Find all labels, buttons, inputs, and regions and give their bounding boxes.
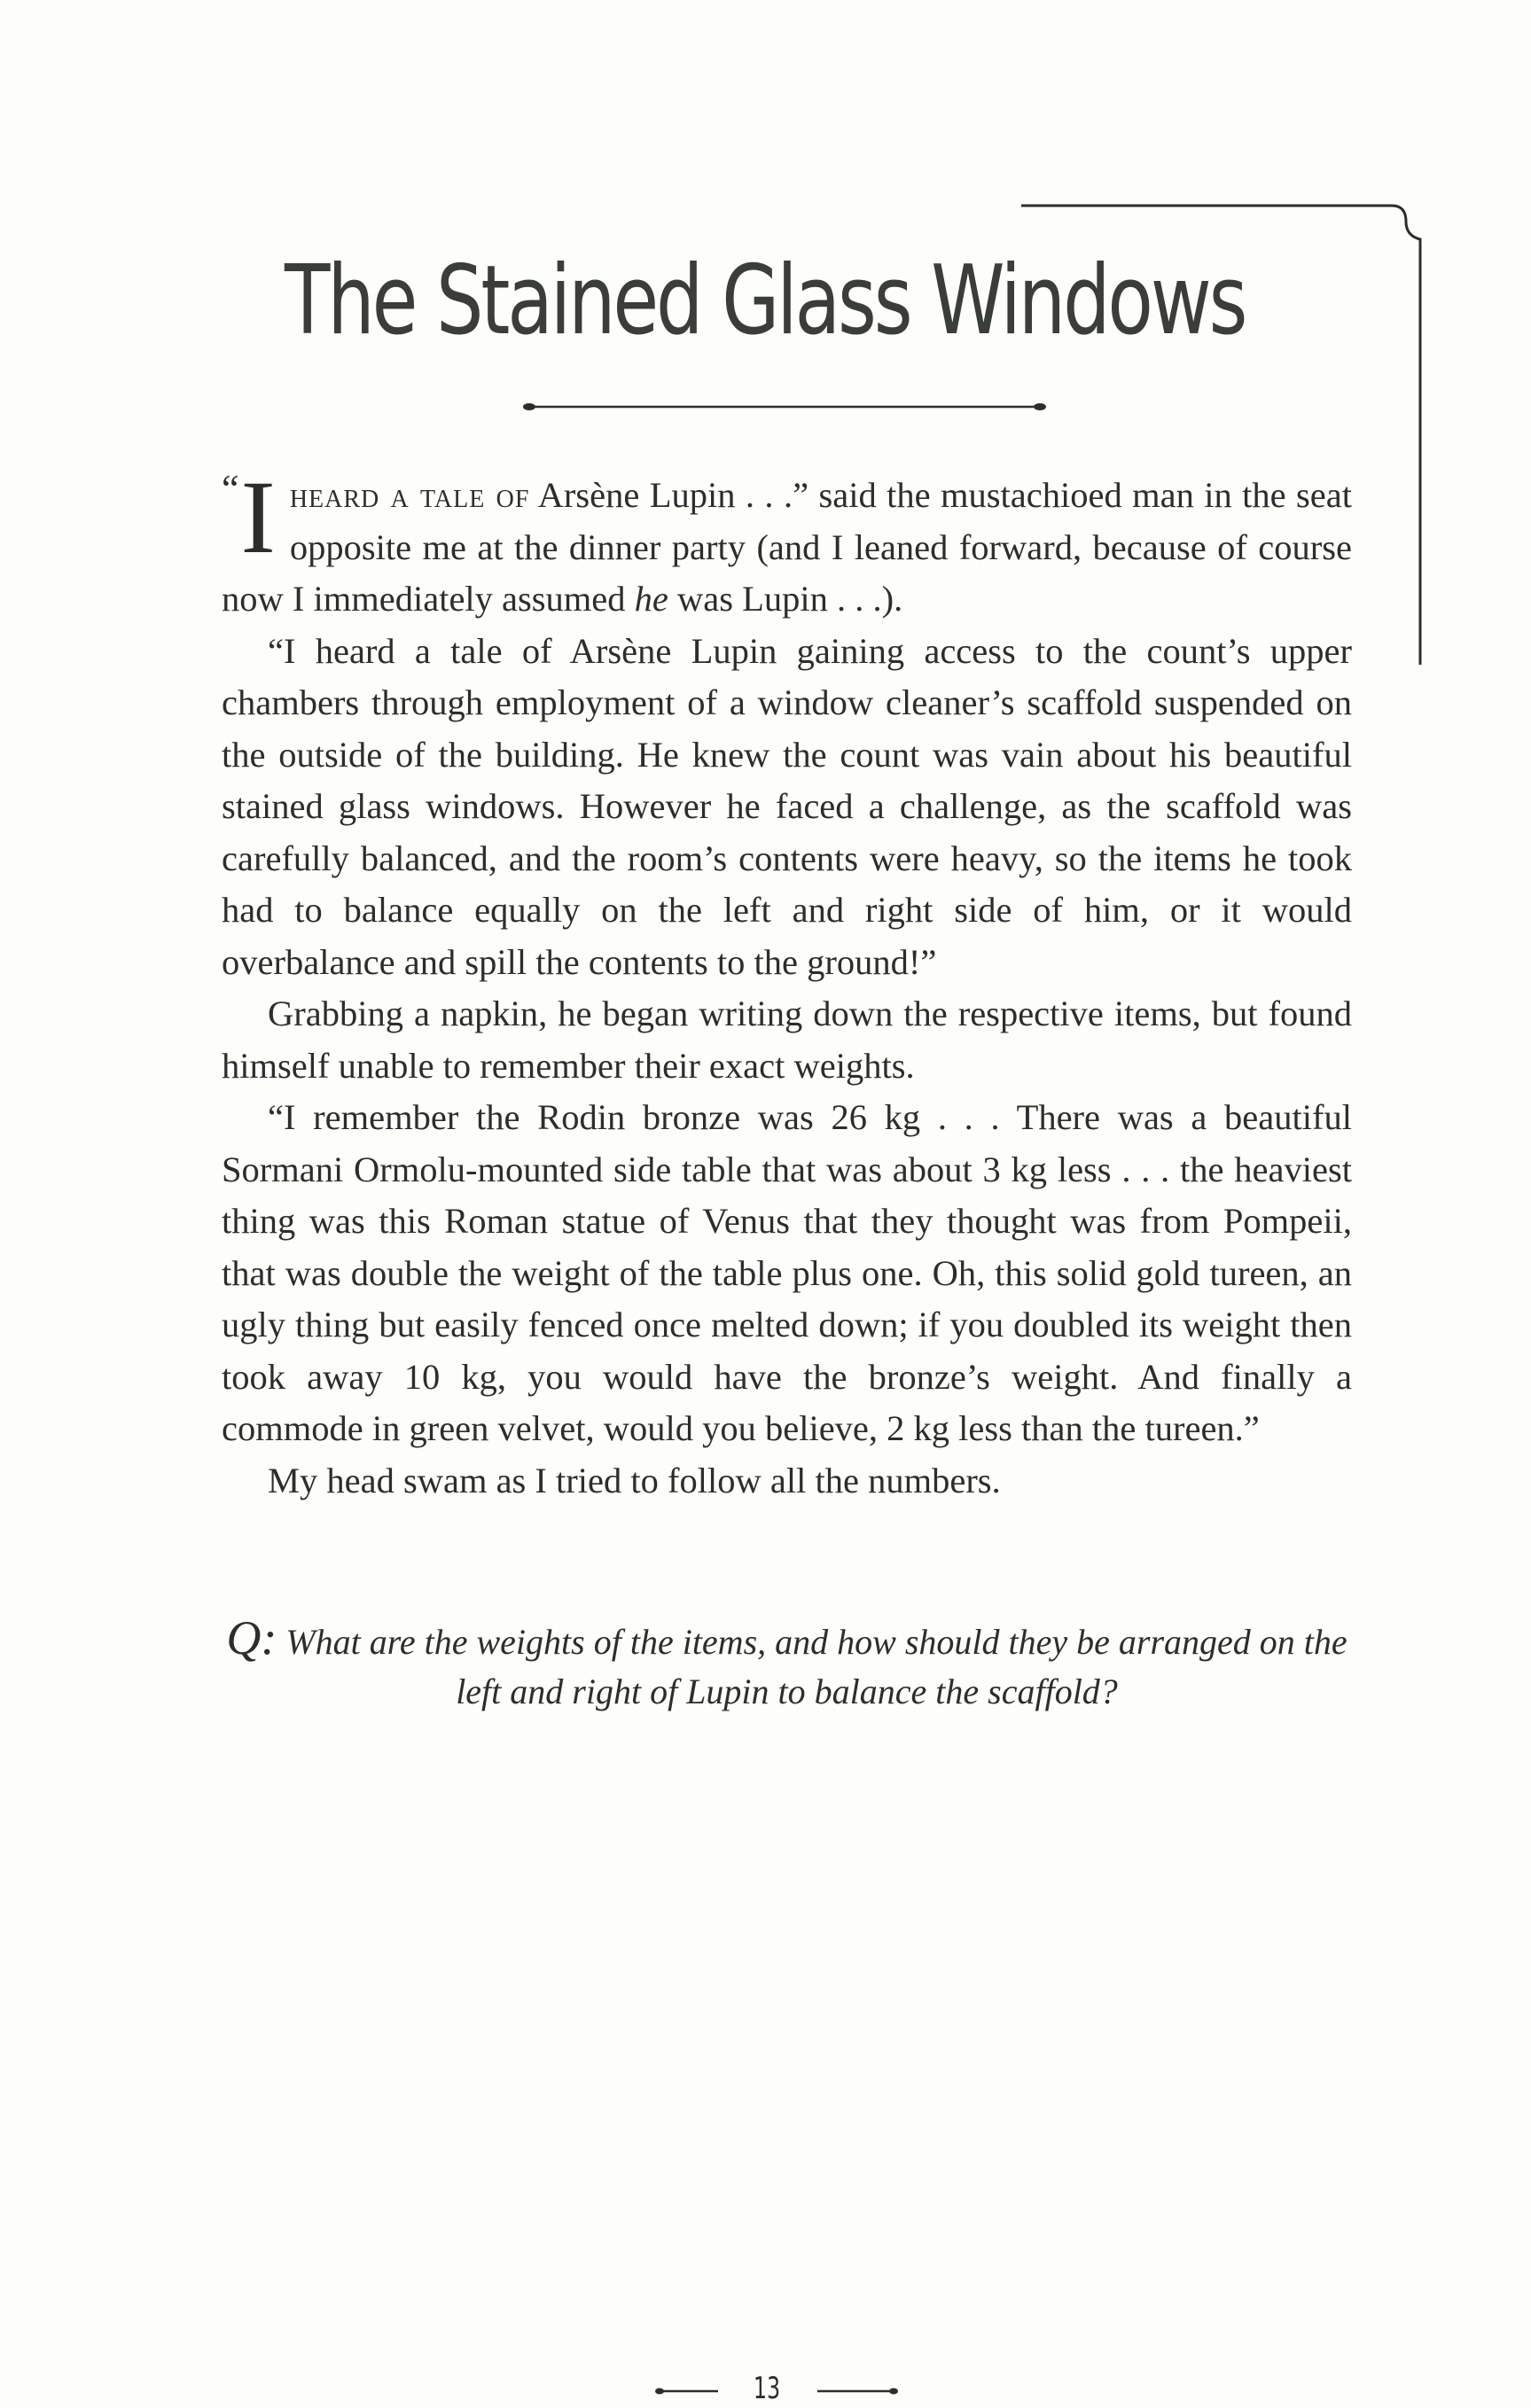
- paragraph-4: “I remember the Rodin bronze was 26 kg . . . There was a beautiful Sormani Ormolu-mounted side table that was about 3 kg less . . . the heaviest thing was this Roman statue of Venus that they thought was from Pompeii, that was double the weight of the table plus one. Oh, this solid gold tureen, an ugly thing but easily fenced once melted down; if you doubled its weight then took away 10 kg, you would have the bronze’s weight. And finally a commode in green velvet, would you believe, 2 kg less than the tureen.”: [222, 1097, 1352, 1448]
- chapter-title: The Stained Glass Windows: [285, 245, 1246, 356]
- paragraph-1-end: was Lupin . . .).: [668, 579, 903, 619]
- footer-right-ornament: [817, 2387, 899, 2396]
- question-label: Q:: [226, 1611, 277, 1664]
- paragraph-1-text: Arsène Lupin . . .” said the mustachioed man in the seat opposite me at the dinner party (and I leaned forward, because of course now I immediately assumed: [222, 475, 1353, 619]
- opening-quote-mark: “: [222, 467, 239, 510]
- puzzle-question: [222, 1613, 1352, 1717]
- footer-left-ornament: [654, 2387, 718, 2396]
- question-text: What are the weights of the items, and how should they be arranged on the left and right of Lupin to balance the scaffold?: [277, 1622, 1347, 1711]
- emphasis-he: he: [634, 579, 668, 619]
- page-number: 13: [753, 2371, 781, 2406]
- drop-cap-group: [222, 459, 283, 575]
- story-text: [222, 459, 1353, 1507]
- title-divider-ornament: [519, 401, 1051, 413]
- drop-cap: I: [240, 459, 276, 575]
- lead-in-small-caps: heard a tale of: [289, 475, 530, 515]
- paragraph-2: “I heard a tale of Arsène Lupin gaining access to the count’s upper chambers through employment of a window cleaner’s scaffold suspended on the outside of the building. He knew the count was vain about his beautiful stained glass windows. However he faced a challenge, as the scaffold was carefully balanced, and the room’s contents were heavy, so the items he took had to balance equally on the left and right side of him, or it would overbalance and spill the contents to the ground!”: [222, 630, 1352, 982]
- paragraph-3: Grabbing a napkin, he began writing down the respective items, but found himself unable to remember their exact weights.: [222, 994, 1352, 1086]
- paragraph-1: [222, 459, 1353, 626]
- paragraph-5: My head swam as I tried to follow all the numbers.: [268, 1460, 1001, 1500]
